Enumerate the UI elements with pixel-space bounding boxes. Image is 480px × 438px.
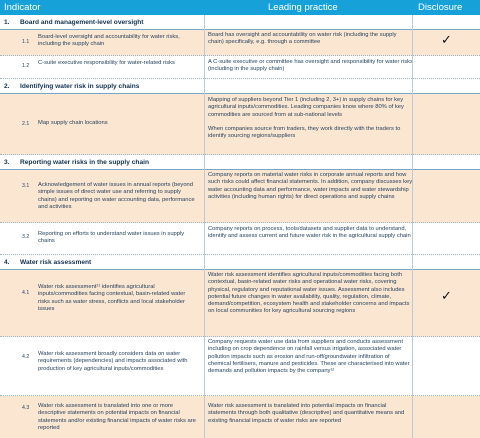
leading-practice-text: Water risk assessment identifies agricultural inputs/commodities facing both contextual, basin-related water risks and operational water risks, covering physical, regulatory and reputational water issues. Assessment also includes potential future changes in water availability, quality, regulation, climate, demand/competition, ecosystem health and stakeholder concerns and impacts on local communities for key agricultural sourcing regions [208, 272, 410, 315]
row-number: 4.2 [22, 354, 30, 360]
table-row [0, 94, 480, 155]
row-number: 1.2 [22, 63, 30, 69]
header-leading-practice: Leading practice [268, 2, 338, 13]
section-heading [0, 155, 480, 170]
indicator-text: Reporting on efforts to understand water issues in supply chains [38, 231, 185, 245]
leading-practice-text: Company reports on material water risks in corporate annual reports and how such risks could affect financial statements. In addition, company discusses key water accounting data and performance, water impacts and water stewardship activities (including human rights) for direct operations and supply chains [208, 172, 413, 200]
table-row [0, 56, 480, 79]
indicator-text: Board-level oversight and accountability for water risks, including the supply chain [38, 34, 180, 48]
table-row [0, 396, 480, 438]
column-divider [412, 15, 413, 438]
column-divider [204, 15, 205, 438]
section-title: Board and management-level oversight [20, 19, 144, 26]
row-number: 4.1 [22, 290, 30, 296]
table-row [0, 223, 480, 255]
table-row [0, 30, 480, 56]
section-heading [0, 255, 480, 270]
indicator-text: C-suite executive responsibility for water-related risks [38, 60, 175, 66]
indicator-text: Water risk assessment¹¹ identifies agricultural inputs/commodities facing contextual, basin-related water risks such as water stress, conflicts and local stakeholder issues [38, 284, 186, 312]
table-row [0, 337, 480, 396]
table-header [0, 0, 480, 15]
leading-practice-text: A C-suite executive or committee has oversight and responsibility for water risks (including in the supply chain) [208, 59, 413, 73]
header-disclosure: Disclosure [418, 2, 463, 13]
indicator-text: Map supply chain locations [38, 120, 108, 126]
row-number: 3.2 [22, 234, 30, 240]
row-number: 4.3 [22, 405, 30, 411]
table-row [0, 270, 480, 337]
section-number: 3. [4, 159, 10, 166]
disclosure-check: ✓ [441, 288, 452, 303]
section-heading [0, 15, 480, 30]
section-title: Reporting water risks in the supply chain [20, 159, 149, 166]
disclosure-check: ✓ [441, 32, 452, 47]
indicator-text: Water risk assessment is translated into one or more descriptive statements on potential impacts on financial statements and/or existing financial impacts of water risks are reported [38, 403, 196, 431]
indicator-text: Acknowledgement of water issues in annual reports (beyond simple issues of direct water use and referring to supply chains) and reporting on water accounting data, performance and activities [38, 182, 195, 210]
section-title: Water risk assessment [20, 259, 92, 266]
section-title: Identifying water risk in supply chains [20, 83, 140, 90]
leading-practice-cell [208, 97, 413, 140]
section-number: 1. [4, 19, 10, 26]
row-number: 1.1 [22, 39, 30, 45]
header-indicator: Indicator [4, 2, 41, 13]
section-heading [0, 79, 480, 94]
row-number: 2.1 [22, 121, 30, 127]
section-number: 2. [4, 83, 10, 90]
leading-practice-text: Company reports on process, tools/datasets and supplier data to understand, identify and assess current and future water risk in the agricultural supply chain [208, 226, 411, 240]
row-number: 3.1 [22, 183, 30, 189]
leading-practice-text: Board has oversight and accountability on water risk (including the supply chain) specifically, e.g. through a committee [208, 32, 397, 46]
leading-practice-text: Water risk assessment is translated into potential impacts on financial statements through both qualitative (descriptive) and quantitative means and existing financial impacts of water risks are reported [208, 403, 405, 424]
table-row [0, 170, 480, 223]
leading-practice-text: Company requests water use data from suppliers and conducts assessment including on crop dependence on rainfall versus irrigation, associated water pollution impacts such as erosion and run-off/groundwater infiltration of chemical fertilisers, manure and pesticides. These are characterised into water demands and pollution impacts by the company¹² [208, 339, 410, 375]
leading-practice-text: When companies source from traders, they work directly with the traders to identify sourcing regions/suppliers [208, 125, 401, 140]
leading-practice-text: Mapping of suppliers beyond Tier 1 (including 2, 3+) in supply chains for key agricultural inputs/commodities. Leading companies know where 80% of key commodities are sourced from at sub-national levels [208, 97, 404, 118]
section-number: 4. [4, 259, 10, 266]
indicator-text: Water risk assessment broadly considers data on water requirements (dependencies) and impacts associated with production of key agricultural inputs/commodities [38, 351, 188, 372]
